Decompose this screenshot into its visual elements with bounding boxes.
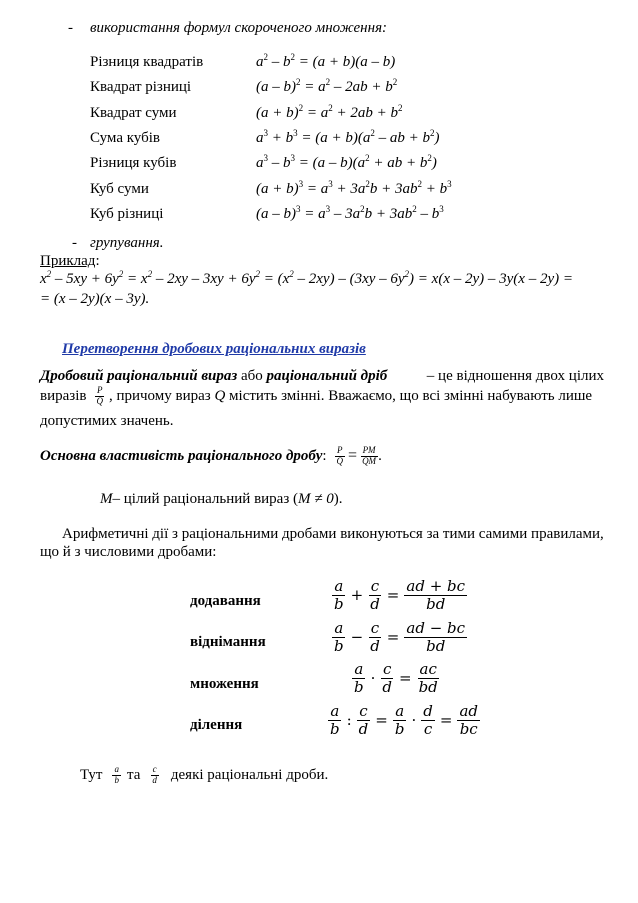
division-formula (328, 703, 480, 737)
formula-row (0, 79, 638, 103)
p-numerator: P (96, 385, 103, 395)
denominator: d (358, 719, 369, 738)
bullet-dash: - (72, 235, 77, 251)
colon-sign: : (346, 711, 352, 729)
term-rational-fraction: раціональний дріб (266, 368, 388, 384)
frac-d-c (421, 703, 435, 737)
p-over-q-fraction (94, 386, 105, 407)
formula-row (0, 178, 638, 205)
formulas-heading: використання формул скороченого множення: (90, 20, 388, 36)
property-colon: : (322, 447, 327, 464)
term-fraction-expression: Дробовий раціональний вираз (40, 368, 238, 384)
m-end: ). (333, 491, 343, 507)
property-right-num: PM (362, 445, 376, 455)
property-left-num: P (337, 445, 343, 455)
property-right-fraction (360, 446, 378, 467)
frac-result (404, 578, 467, 612)
property-right-den: QM (362, 455, 377, 466)
definition-line-2 (40, 386, 610, 407)
formula-expression: $(a + b)^3 = a^3 + 3a^2b + 3ab^2 + b^3$ (256, 178, 452, 197)
frac-a-b (393, 703, 407, 737)
definition-line-3: допустимих значень. (40, 413, 174, 429)
m-definition-line (100, 491, 343, 508)
formula-name: Різниця квадратів (90, 54, 204, 70)
denominator: bd (418, 677, 438, 696)
numerator: ac (419, 660, 437, 678)
subtraction-formula (332, 620, 467, 654)
op-label-division: ділення (190, 717, 243, 733)
denominator: bc (459, 719, 478, 738)
numerator: a (114, 764, 119, 774)
equals-sign: = (348, 447, 358, 465)
formula-name: Сума кубів (90, 129, 160, 146)
denominator: d (152, 774, 157, 785)
definition-text: , причому вираз (108, 387, 211, 404)
footer-line (80, 765, 328, 786)
dot-sign: · (370, 669, 376, 687)
op-label-addition: додавання (190, 593, 261, 609)
or-word: або (240, 368, 263, 384)
here-word: Тут (80, 766, 103, 783)
arith-line-2: що й з числовими дробами: (40, 544, 217, 560)
addition-formula (332, 578, 467, 612)
numerator: c (359, 702, 368, 720)
q-variable: Q (214, 387, 226, 404)
example-label-line (40, 253, 100, 270)
period: . (378, 447, 382, 464)
property-line (40, 446, 382, 467)
denominator: b (114, 774, 119, 785)
frac-result (457, 703, 480, 737)
numerator: c (382, 660, 392, 678)
frac-c-d (368, 620, 382, 654)
frac-a-b (332, 620, 346, 654)
formula-expression: $(a - b)^3 = a^3 - 3a^2b + 3ab^2 - b^3$ (256, 203, 444, 222)
denominator: d (370, 636, 380, 655)
denominator: bd (426, 636, 446, 655)
denominator: b (354, 677, 364, 696)
formula-name: Куб суми (90, 180, 149, 197)
op-label-subtraction: віднімання (190, 634, 266, 650)
property-left-den: Q (336, 455, 344, 466)
formula-expression: $a^3 + b^3 = (a + b)(a^2$ – ab + $b^2$) (256, 127, 440, 146)
formula-row (0, 203, 638, 230)
denominator: d (382, 677, 392, 696)
formula-row (0, 127, 638, 154)
example-equation-line-2: = (x – 2y)(x – 3y). (40, 291, 150, 307)
frac-c-d-small (150, 765, 159, 786)
plus-sign: + (350, 586, 364, 604)
and-word: та (126, 766, 141, 783)
numerator: a (334, 619, 344, 637)
denominator: b (334, 636, 344, 655)
formula-name: Різниця кубів (90, 155, 177, 172)
denominator: c (423, 719, 433, 738)
equals-sign: = (375, 711, 388, 729)
formula-row (0, 102, 638, 129)
definition-line-1 (40, 368, 604, 385)
numerator: ad − bc (406, 619, 466, 637)
numerator: d (423, 702, 433, 720)
equals-sign: = (386, 586, 400, 604)
section-title[interactable]: Перетворення дробових раціональних виразів (62, 341, 366, 357)
numerator: c (152, 764, 157, 774)
m-variable: M (100, 491, 113, 507)
denominator: bd (426, 594, 446, 613)
formula-name: Куб різниці (90, 205, 164, 222)
frac-a-b-small (112, 765, 121, 786)
footer-text: деякі раціональні дроби. (170, 766, 329, 783)
formula-name: Квадрат суми (90, 104, 177, 121)
denominator: b (334, 594, 344, 613)
equals-sign: = (399, 669, 412, 687)
op-label-multiplication: множення (190, 676, 259, 692)
numerator: ad + bc (406, 577, 466, 595)
arith-line-1: Арифметичні дії з раціональними дробами виконуються за тими самими правилами, (62, 526, 604, 542)
numerator: ad (459, 702, 478, 720)
numerator: c (370, 577, 380, 595)
q-denominator: Q (96, 395, 103, 406)
dot-sign: · (411, 711, 417, 729)
example-equation-line-1: $x^2 - 5xy + 6y^2 = x^2 - 2xy - 3xy + 6y^2 = (x^2 - 2xy) - (3xy - 6y^2) = x(x - 2y) - 3y(x - 2y)$ = (40, 269, 573, 287)
frac-a-b (352, 661, 366, 695)
property-left-fraction (335, 446, 346, 467)
formula-expression: $a^3 - b^3 = (a - b)(a^2$ + ab + $b^2$) (256, 153, 437, 172)
denominator: b (394, 719, 405, 738)
bullet-dash: - (68, 20, 73, 36)
formula-expression: $(a + b)^2 = a^2 + 2ab + b^2$ (256, 102, 403, 121)
frac-c-d (380, 661, 394, 695)
example-colon: : (95, 253, 100, 269)
example-label: Приклад (40, 253, 96, 269)
m-condition: M ≠ 0 (298, 491, 334, 507)
multiplication-formula (352, 661, 440, 695)
formula-row (0, 54, 638, 78)
frac-result (404, 620, 467, 654)
frac-result (417, 661, 440, 695)
frac-a-b (332, 578, 346, 612)
numerator: a (354, 660, 364, 678)
equals-sign: = (439, 711, 453, 729)
definition-text: містить змінні. Вважаємо, що всі змінні набувають лише (229, 387, 593, 404)
denominator: d (370, 594, 380, 613)
grouping-label: групування. (90, 235, 164, 251)
frac-c-d (357, 703, 371, 737)
property-label: Основна властивість раціонального дробу (40, 447, 323, 464)
formula-name: Квадрат різниці (90, 79, 192, 96)
formula-row (0, 155, 638, 179)
numerator: a (334, 577, 344, 595)
frac-c-d (368, 578, 382, 612)
numerator: a (395, 702, 405, 720)
minus-sign: − (350, 628, 364, 646)
frac-a-b (328, 703, 342, 737)
m-text: – цілий раціональний вираз ( (112, 491, 299, 507)
denominator: b (330, 719, 340, 738)
numerator: a (330, 702, 340, 720)
formula-expression: $a^2 - b^2 = (a + b)(a - b)$ (256, 52, 396, 70)
equals-sign: = (386, 628, 400, 646)
expressions-word: виразів (40, 387, 87, 404)
formula-expression: $(a - b)^2 = a^2 - 2ab + b^2$ (256, 77, 398, 96)
numerator: c (370, 619, 380, 637)
definition-text: – це відношення двох цілих (426, 368, 604, 384)
